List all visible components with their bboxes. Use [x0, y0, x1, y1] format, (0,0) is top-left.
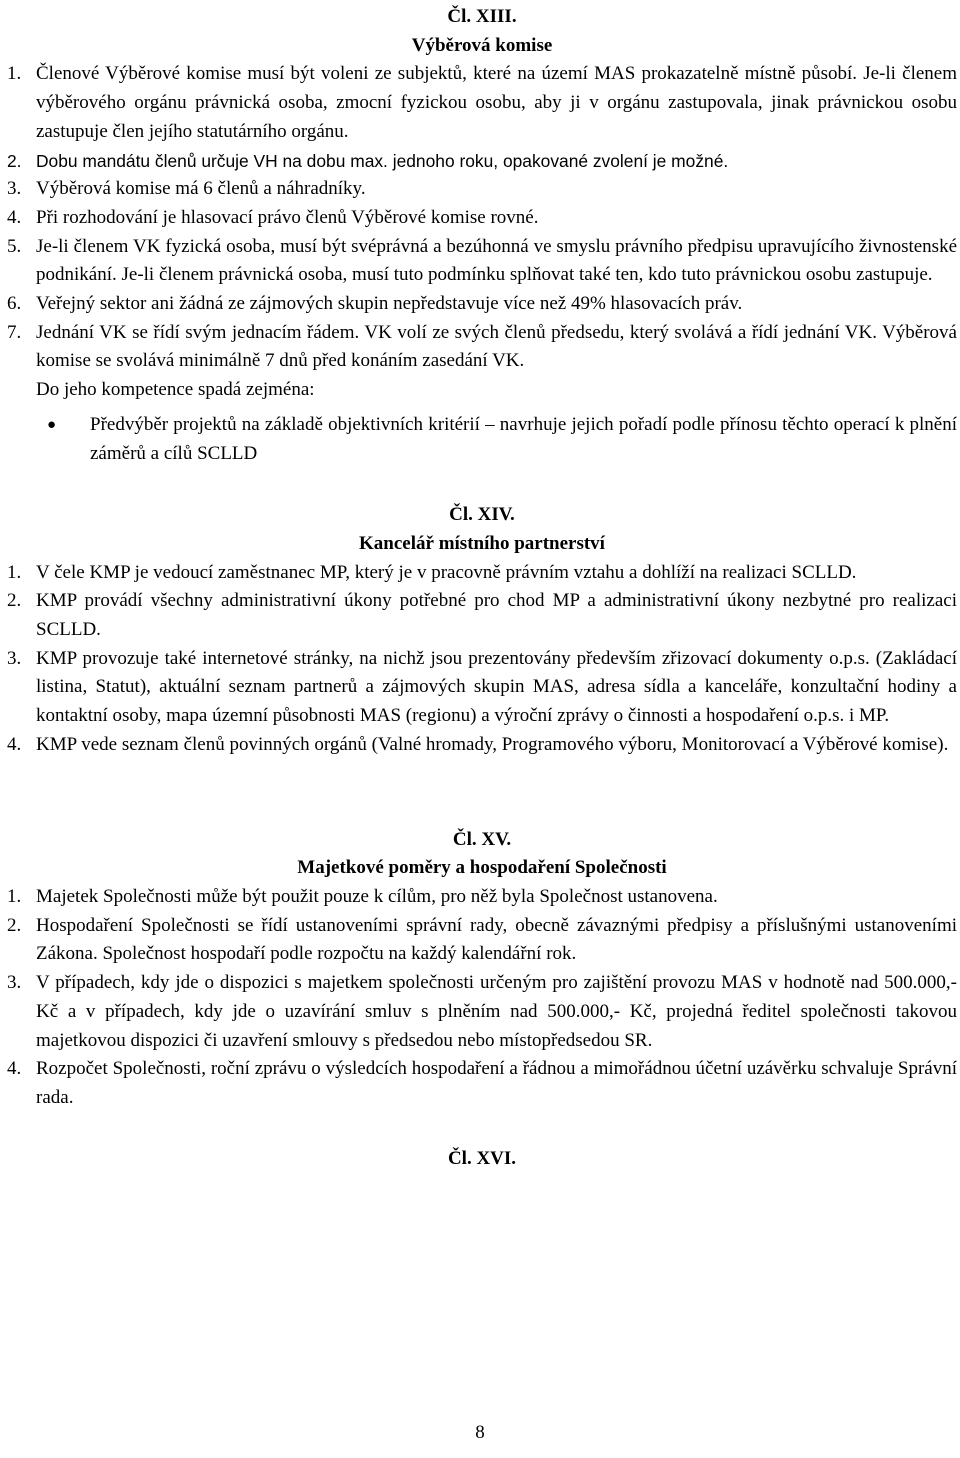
item-number: 4.: [7, 206, 22, 228]
list-item: [7, 883, 957, 912]
item-number: 5.: [7, 235, 22, 257]
item-number: 2.: [7, 590, 22, 612]
list-item: [7, 587, 957, 644]
section-number: Čl. XIV.: [449, 504, 515, 526]
item-number: 1.: [7, 885, 22, 907]
item-number: 3.: [7, 178, 22, 200]
list-item: [7, 969, 957, 1055]
item-text: Rozpočet Společnosti, roční zprávu o výsledcích hospodaření a řádnou a mimořádnou účetní uzávěrku schvaluje Správní rada.: [36, 1058, 957, 1108]
item-text: Jednání VK se řídí svým jednacím řádem. VK volí ze svých členů předsedu, který svolává a řídí jednání VK. Výběrová komise se svolává minimálně 7 dnů před konáním zasedání VK.: [36, 321, 957, 372]
list-item: [7, 559, 957, 588]
item-number: 1.: [7, 63, 22, 85]
item-text: Výběrová komise má 6 členů a náhradníky.: [36, 178, 366, 200]
list-item: [7, 204, 957, 233]
list-item: [7, 147, 957, 176]
list-item: [7, 233, 957, 290]
list-item: [7, 175, 957, 204]
bullet-icon: ●: [47, 416, 57, 433]
item-text: Hospodaření Společnosti se řídí ustanoveními správní rady, obecně závaznými předpisy a příslušnými ustanoveními Zákona. Společnost hospodaří podle rozpočtu na každý kalendářní rok.: [36, 914, 957, 965]
item-text: KMP provádí všechny administrativní úkony potřebné pro chod MP a administrativní úkony nezbytné pro realizaci SCLLD.: [36, 590, 957, 641]
list-item: [7, 1055, 957, 1112]
item-number: 1.: [7, 561, 22, 583]
section-title: Výběrová komise: [411, 34, 553, 56]
item-text: Dobu mandátu členů určuje VH na dobu max. jednoho roku, opakované zvolení je možné.: [36, 150, 729, 171]
item-number: 7.: [7, 321, 22, 343]
item-text: V případech, kdy jde o dispozici s majetkem společnosti určeným pro zajištění provozu MAS v hodnotě nad 500.000,- Kč a v případech, kdy jde o uzavírání smluv s plněním nad 500.000,- Kč, projedná ředitel společnosti takovou majetkovou dispozici či uzavření smlouvy s předsedou nebo místopředsedou SR.: [36, 972, 957, 1051]
competence-intro: Do jeho kompetence spadá zejména:: [36, 379, 315, 401]
section-title: Kancelář místního partnerství: [359, 532, 605, 554]
item-number: 6.: [7, 293, 22, 315]
document-page: [7, 3, 957, 1173]
list-item: [7, 912, 957, 969]
list-item: [7, 290, 957, 319]
list-item: [7, 319, 957, 376]
section-title: Majetkové poměry a hospodaření Společnosti: [297, 857, 667, 879]
list-item: [7, 731, 957, 760]
section-number: Čl. XVI.: [447, 1147, 517, 1169]
bullet-item: [7, 411, 957, 468]
list-item: [7, 645, 957, 731]
item-text: KMP vede seznam členů povinných orgánů (Valné hromady, Programového výboru, Monitorovací a Výběrové komise).: [36, 733, 949, 755]
item-text: Majetek Společnosti může být použit pouze k cílům, pro něž byla Společnost ustanovena.: [36, 885, 718, 907]
item-number: 4.: [7, 733, 22, 755]
item-text: Členové Výběrové komise musí být voleni ze subjektů, které na území MAS prokazatelně místně působí. Je-li členem výběrového orgánu právnická osoba, zmocní fyzickou osobu, aby ji v orgánu zastupovala, jinak právnickou osobu zastupuje člen jejího statutárního orgánu.: [36, 63, 957, 142]
item-text: KMP provozuje také internetové stránky, na nichž jsou prezentovány především zřizovací dokumenty o.p.s. (Zakládací listina, Statut), aktuální seznam partnerů a zájmových skupin MAS, adresa sídla a kanceláře, konzultační hodiny a kontaktní osoby, mapa územní působnosti MAS (regionu) a výroční zprávy o činnosti a hospodaření o.p.s. i MP.: [36, 647, 957, 727]
bullet-text: Předvýběr projektů na základě objektivních kritérií – navrhuje jejich pořadí podle přínosu těchto operací k plnění záměrů a cílů SCLLD: [90, 413, 957, 464]
page-number: 8: [475, 1422, 485, 1443]
item-text: Je-li členem VK fyzická osoba, musí být svéprávná a bezúhonná ve smyslu právního předpisu upravujícího živnostenské podnikání. Je-li členem právnická osoba, musí tuto podmínku splňovat také ten, kdo tuto právnickou osobu zastupuje.: [36, 235, 957, 286]
item-number: 3.: [7, 647, 22, 669]
section-number: Čl. XIII.: [447, 6, 517, 27]
item-number: 3.: [7, 972, 22, 994]
item-number: 4.: [7, 1058, 22, 1080]
item-text: V čele KMP je vedoucí zaměstnanec MP, který je v pracovně právním vztahu a dohlíží na realizaci SCLLD.: [36, 561, 857, 583]
list-item: [7, 60, 957, 146]
item-number: 2.: [7, 150, 22, 171]
item-number: 2.: [7, 914, 22, 936]
item-text: Veřejný sektor ani žádná ze zájmových skupin nepředstavuje více než 49% hlasovacích práv.: [36, 293, 743, 315]
section-number: Čl. XV.: [452, 828, 512, 850]
item-text: Při rozhodování je hlasovací právo členů Výběrové komise rovné.: [36, 206, 539, 228]
